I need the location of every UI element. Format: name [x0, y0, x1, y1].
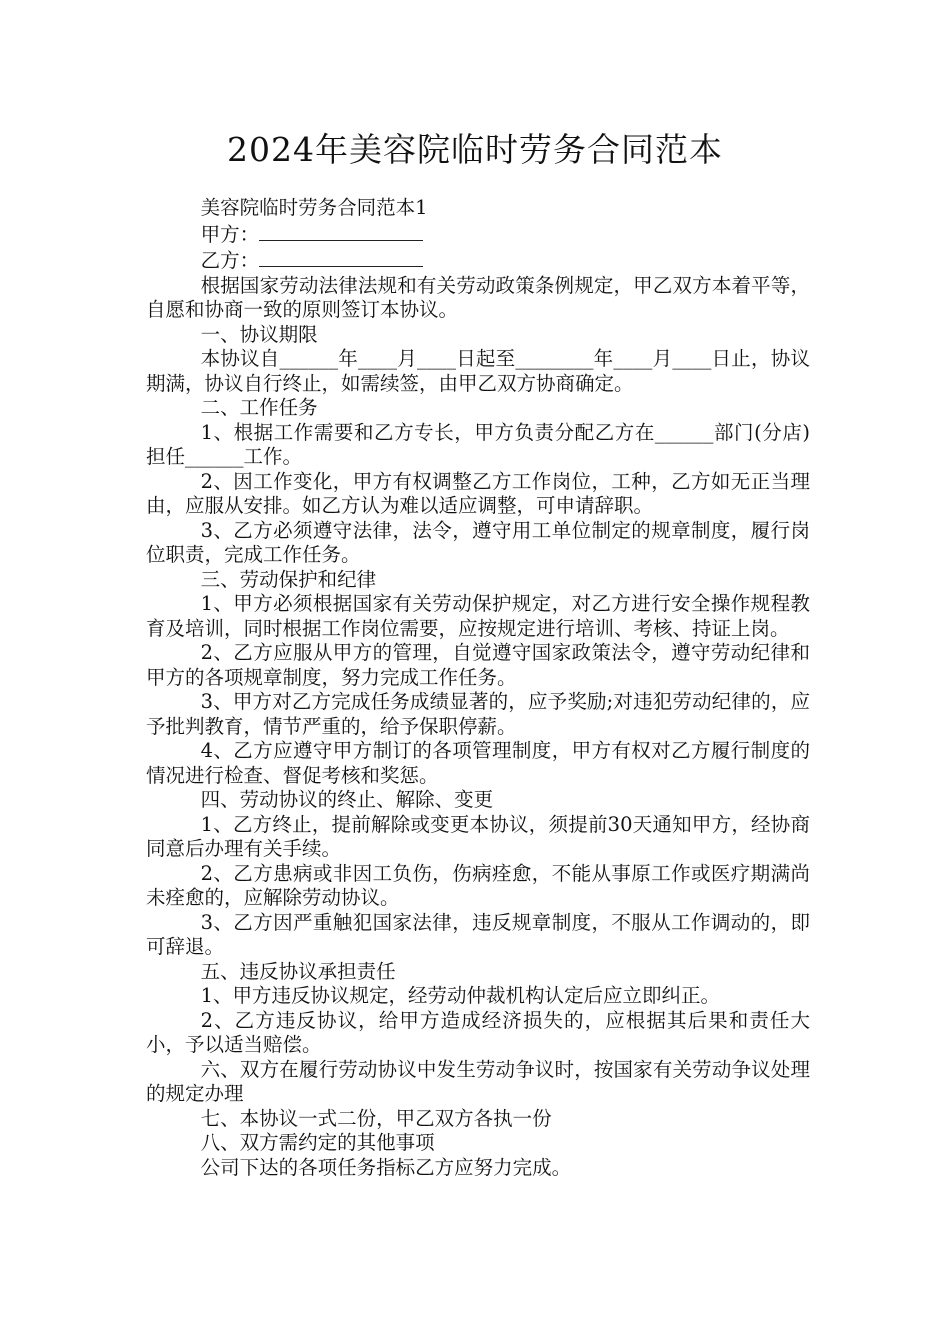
paragraph-termination-1: 1、乙方终止，提前解除或变更本协议，须提前30天通知甲方，经协商同意后办理有关手续。	[146, 812, 810, 860]
heading-term: 一、协议期限	[200, 322, 318, 346]
party-b-line	[146, 247, 810, 274]
paragraph-other-matters: 公司下达的各项任务指标乙方应努力完成。	[200, 1155, 572, 1179]
paragraph-protection-2: 2、乙方应服从甲方的管理，自觉遵守国家政策法令，遵守劳动纪律和甲方的各项规章制度，努力完成工作任务。	[146, 641, 810, 689]
paragraph-protection-4: 4、乙方应遵守甲方制订的各项管理制度，甲方有权对乙方履行制度的情况进行检查、督促考核和奖惩。	[146, 739, 810, 787]
party-a-line	[146, 221, 810, 248]
party-b-blank	[259, 247, 423, 267]
paragraph-tasks-3: 3、乙方必须遵守法律，法令，遵守用工单位制定的规章制度，履行岗位职责，完成工作任务。	[146, 518, 810, 566]
paragraph-termination-3: 3、乙方因严重触犯国家法律，违反规章制度，不服从工作调动的，即可辞退。	[146, 910, 810, 958]
paragraph-protection-1: 1、甲方必须根据国家有关劳动保护规定，对乙方进行安全操作规程教育及培训，同时根据工作岗位需要，应按规定进行培训、考核、持证上岗。	[146, 592, 810, 640]
paragraph-preamble: 根据国家劳动法律法规和有关劳动政策条例规定，甲乙双方本着平等，自愿和协商一致的原则签订本协议。	[146, 273, 810, 321]
paragraph-dispute: 六、双方在履行劳动协议中发生劳动争议时，按国家有关劳动争议处理的规定办理	[146, 1057, 810, 1105]
paragraph-copies: 七、本协议一式二份，甲乙双方各执一份	[200, 1106, 552, 1130]
paragraph-liability-1: 1、甲方违反协议规定，经劳动仲裁机构认定后应立即纠正。	[200, 984, 721, 1007]
heading-tasks: 二、工作任务	[200, 396, 318, 419]
heading-termination: 四、劳动协议的终止、解除、变更	[200, 788, 494, 811]
paragraph-termination-2: 2、乙方患病或非因工负伤，伤病痊愈，不能从事原工作或医疗期满尚未痊愈的，应解除劳动协议。	[146, 861, 810, 909]
party-a-label: 甲方：	[200, 222, 260, 246]
heading-liability: 五、违反协议承担责任	[200, 959, 396, 983]
document-subtitle: 美容院临时劳务合同范本1	[200, 196, 428, 219]
party-b-label: 乙方：	[200, 249, 260, 272]
heading-protection: 三、劳动保护和纪律	[200, 567, 377, 591]
paragraph-protection-3: 3、甲方对乙方完成任务成绩显著的，应予奖励;对违犯劳动纪律的，应予批判教育，情节严重的，给予保职停薪。	[146, 690, 810, 738]
document-title: 2024年美容院临时劳务合同范本	[227, 130, 723, 169]
paragraph-liability-2: 2、乙方违反协议，给甲方造成经济损失的，应根据其后果和责任大小，予以适当赔偿。	[146, 1008, 810, 1056]
document-body	[146, 196, 810, 1180]
paragraph-tasks-1: 1、根据工作需要和乙方专长，甲方负责分配乙方在______部门(分店)担任______工作。	[146, 420, 810, 468]
party-a-blank	[259, 221, 423, 241]
paragraph-tasks-2: 2、因工作变化，甲方有权调整乙方工作岗位，工种，乙方如无正当理由，应服从安排。如乙方认为难以适应调整，可申请辞职。	[146, 469, 810, 517]
paragraph-term: 本协议自______年____月____日起至________年____月____日止，协议期满，协议自行终止，如需续签，由甲乙双方协商确定。	[146, 347, 810, 395]
heading-other-matters: 八、双方需约定的其他事项	[200, 1131, 435, 1154]
